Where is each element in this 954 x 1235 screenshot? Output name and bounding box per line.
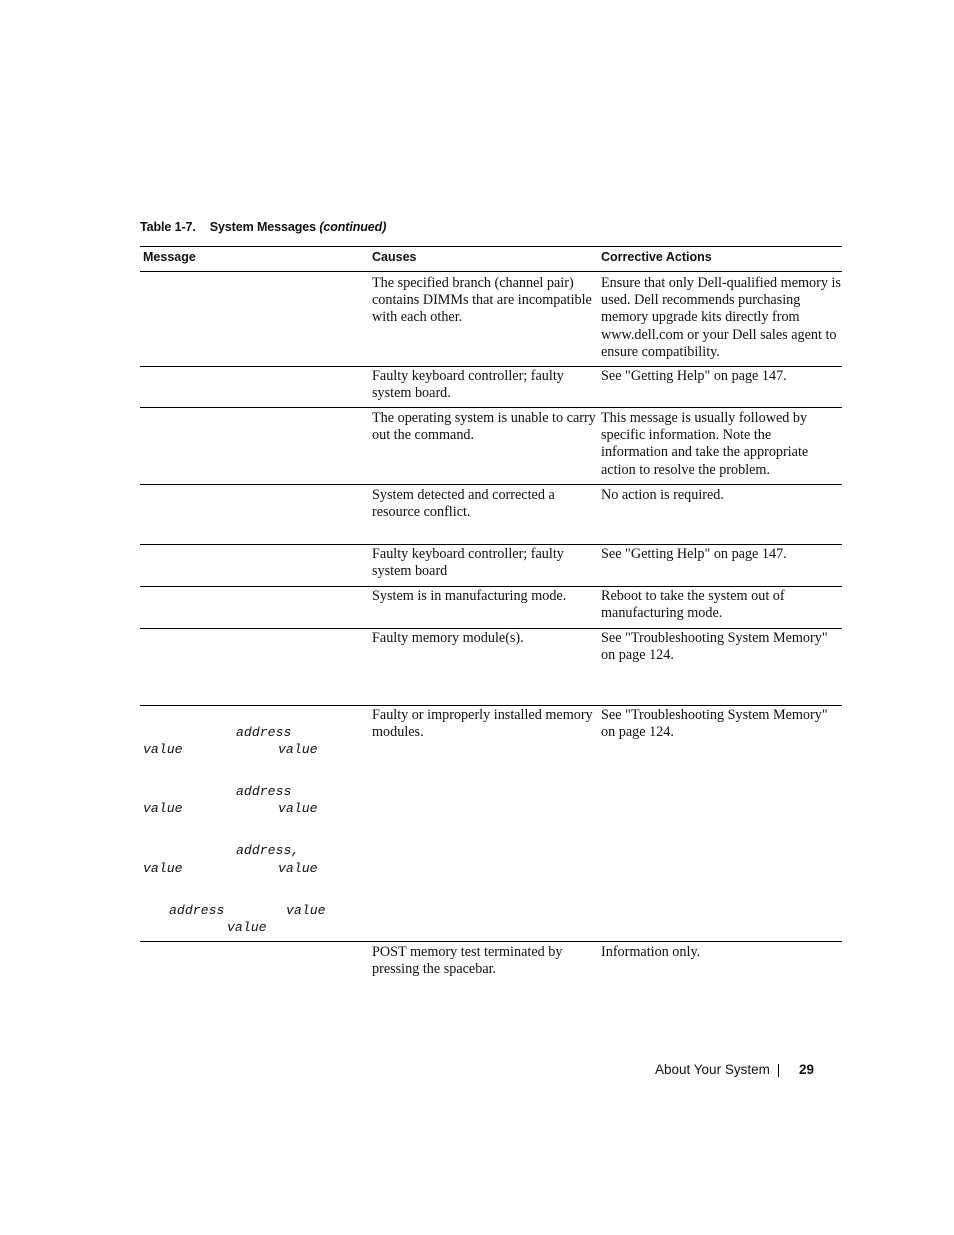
row-divider <box>140 941 842 942</box>
header-message: Message <box>143 250 196 264</box>
row-8-cause: Faulty or improperly installed memory modules. <box>372 707 593 741</box>
row-6-action: Reboot to take the system out of manufacturing mode. <box>601 588 785 622</box>
message-fragment: address <box>236 784 292 799</box>
message-fragment: value <box>227 920 267 935</box>
message-fragment: address <box>169 903 225 918</box>
row-4-cause: System detected and corrected a resource conflict. <box>372 487 555 521</box>
row-1-action-text: Ensure that only Dell-qualified memory is used. Dell recommends purchasing memory upgrade kits directly from <box>601 275 841 326</box>
message-fragment: value <box>143 742 183 757</box>
footer-separator <box>778 1064 779 1077</box>
row-2-cause: Faulty keyboard controller; faulty system board. <box>372 368 564 402</box>
message-fragment: value <box>278 801 318 816</box>
row-2-action: See "Getting Help" on page 147. <box>601 368 787 384</box>
page-number: 29 <box>799 1062 815 1077</box>
row-divider <box>140 586 842 587</box>
message-fragment: value <box>286 903 326 918</box>
row-5-cause: Faulty keyboard controller; faulty system board <box>372 546 564 580</box>
row-9-action: Information only. <box>601 944 701 960</box>
row-divider <box>140 484 842 485</box>
row-divider <box>140 705 842 706</box>
row-4-action: No action is required. <box>601 487 724 503</box>
row-7-cause: Faulty memory module(s). <box>372 630 524 646</box>
message-fragment: value <box>143 861 183 876</box>
header-corrective-actions: Corrective Actions <box>601 250 712 264</box>
row-divider <box>140 366 842 367</box>
message-fragment: address <box>236 725 292 740</box>
row-7-action: See "Troubleshooting System Memory" on page 124. <box>601 630 828 664</box>
row-3-action: This message is usually followed by specific information. Note the information and take the appropriate action to resolve the problem. <box>601 410 809 478</box>
row-8-action: See "Troubleshooting System Memory" on page 124. <box>601 707 828 741</box>
table-continued: (continued) <box>319 220 387 234</box>
message-fragment: address, <box>236 843 300 858</box>
message-fragment: value <box>278 742 318 757</box>
row-9-cause: POST memory test terminated by pressing the spacebar. <box>372 944 563 978</box>
row-1-action <box>601 275 841 361</box>
message-fragment: value <box>278 861 318 876</box>
row-divider <box>140 407 842 408</box>
message-fragment: value <box>143 801 183 816</box>
table-caption <box>140 220 386 234</box>
row-6-cause: System is in manufacturing mode. <box>372 588 567 604</box>
row-3-cause: The operating system is unable to carry out the command. <box>372 410 596 444</box>
row-5-action: See "Getting Help" on page 147. <box>601 546 787 562</box>
row-1-cause: The specified branch (channel pair) contains DIMMs that are incompatible with each other. <box>372 275 592 326</box>
table-top-rule <box>140 246 842 247</box>
footer-section-title: About Your System <box>655 1062 770 1077</box>
header-rule <box>140 271 842 272</box>
table-title: System Messages <box>209 220 316 234</box>
dell-website-link[interactable]: www.dell.com <box>601 326 684 343</box>
row-divider <box>140 544 842 545</box>
row-1-action-text-end: or your Dell sales agent to ensure compatibility. <box>601 326 837 360</box>
row-divider <box>140 628 842 629</box>
header-causes: Causes <box>372 250 417 264</box>
table-number: Table 1-7. <box>140 220 196 234</box>
